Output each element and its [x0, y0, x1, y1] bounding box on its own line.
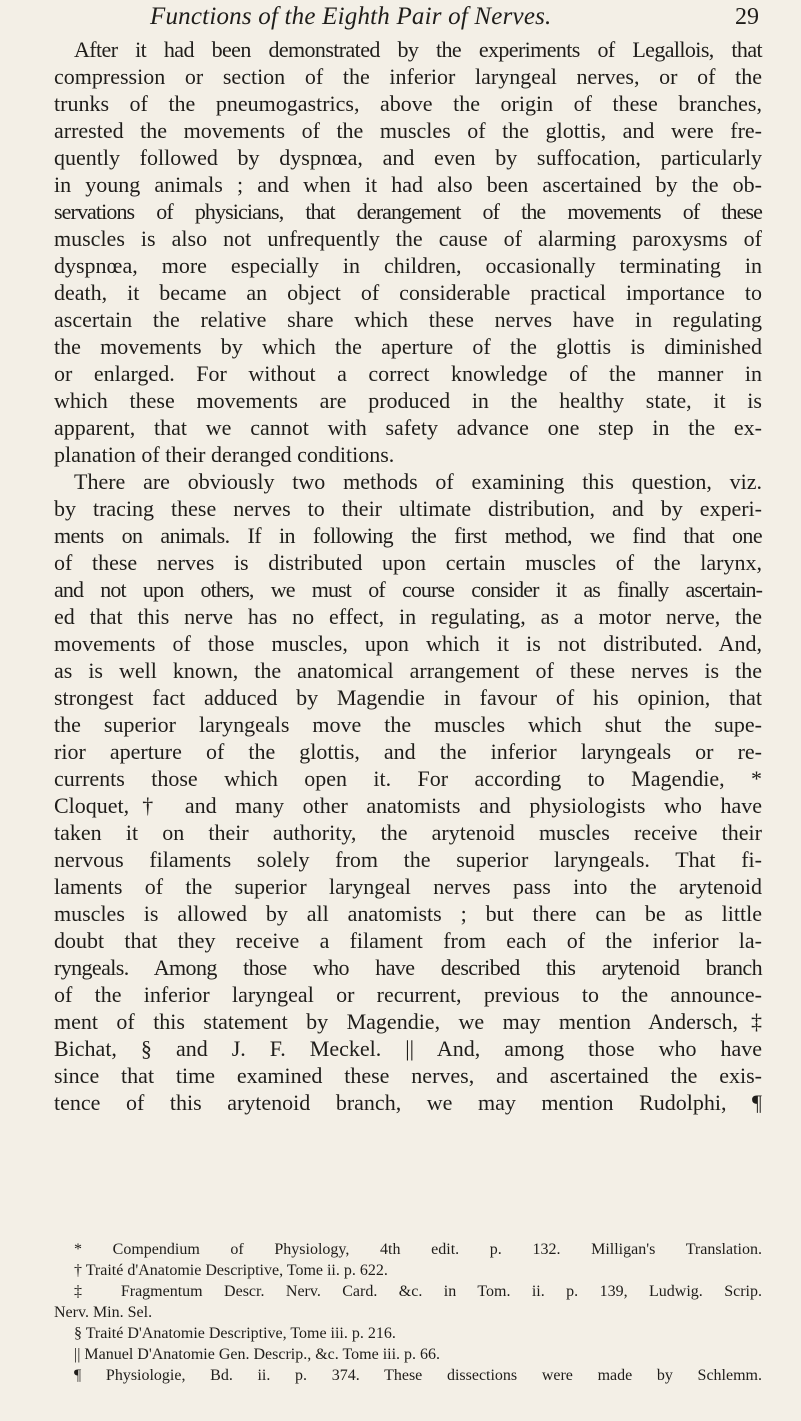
page-number: 29: [735, 4, 759, 30]
text-line: tence of this arytenoid branch, we may mention Rudolphi, ¶: [54, 1090, 762, 1115]
text-line: ments on animals. If in following the first method, we find that one: [54, 523, 762, 548]
text-line: of these nerves is distributed upon certain muscles of the larynx,: [54, 550, 762, 575]
text-line: which these movements are produced in the healthy state, it is: [54, 388, 762, 413]
text-line: rior aperture of the glottis, and the inferior laryngeals or re-: [54, 739, 762, 764]
text-line: currents those which open it. For according to Magendie, *: [54, 766, 762, 791]
text-line: the superior laryngeals move the muscles which shut the supe-: [54, 712, 762, 737]
text-line: ascertain the relative share which these nerves have in regulating: [54, 307, 762, 332]
text-line: compression or section of the inferior laryngeal nerves, or of the: [54, 64, 762, 89]
text-line: since that time examined these nerves, and ascertained the exis-: [54, 1063, 762, 1088]
running-title: Functions of the Eighth Pair of Nerves.: [150, 3, 552, 30]
text-line: by tracing these nerves to their ultimate distribution, and by experi-: [54, 496, 762, 521]
footnote: * Compendium of Physiology, 4th edit. p. 132. Milligan's Translation.: [74, 1241, 762, 1258]
footnote: § Traité D'Anatomie Descriptive, Tome iii. p. 216.: [74, 1325, 396, 1342]
text-line: Bichat, § and J. F. Meckel. || And, among those who have: [54, 1036, 762, 1061]
text-line: strongest fact adduced by Magendie in favour of his opinion, that: [54, 685, 762, 710]
text-line: After it had been demonstrated by the experiments of Legallois, that: [74, 37, 762, 62]
text-line: planation of their deranged conditions.: [54, 442, 395, 467]
text-line: the movements by which the aperture of the glottis is diminished: [54, 334, 762, 359]
footnote: Nerv. Min. Sel.: [54, 1304, 153, 1321]
text-line: dyspnœa, more especially in children, occasionally terminating in: [54, 253, 762, 278]
text-line: Cloquet,† and many other anatomists and physiologists who have: [54, 793, 762, 818]
text-line: ed that this nerve has no effect, in regulating, as a motor nerve, the: [54, 604, 762, 629]
text-line: quently followed by dyspnœa, and even by suffocation, particularly: [54, 145, 762, 170]
text-line: trunks of the pneumogastrics, above the origin of these branches,: [54, 91, 762, 116]
text-line: arrested the movements of the muscles of the glottis, and were fre-: [54, 118, 762, 143]
text-line: movements of those muscles, upon which it is not distributed. And,: [54, 631, 762, 656]
footnote: || Manuel D'Anatomie Gen. Descrip., &c. Tome iii. p. 66.: [74, 1346, 441, 1363]
text-line: nervous filaments solely from the superior laryngeals. That fi-: [54, 847, 762, 872]
text-line: doubt that they receive a filament from each of the inferior la-: [54, 928, 762, 953]
footnote: ‡ Fragmentum Descr. Nerv. Card. &c. in Tom. ii. p. 139, Ludwig. Scrip.: [74, 1283, 762, 1300]
text-line: ryngeals. Among those who have described this arytenoid branch: [54, 955, 762, 980]
text-line: or enlarged. For without a correct knowledge of the manner in: [54, 361, 762, 386]
text-line: apparent, that we cannot with safety advance one step in the ex-: [54, 415, 762, 440]
text-line: in young animals ; and when it had also been ascertained by the ob-: [54, 172, 762, 197]
text-line: laments of the superior laryngeal nerves pass into the arytenoid: [54, 874, 762, 899]
text-line: taken it on their authority, the arytenoid muscles receive their: [54, 820, 762, 845]
footnote: † Traité d'Anatomie Descriptive, Tome ii. p. 622.: [74, 1262, 388, 1279]
text-line: and not upon others, we must of course consider it as finally ascertain-: [54, 577, 762, 602]
text-line: There are obviously two methods of examining this question, viz.: [74, 469, 762, 494]
text-line: death, it became an object of considerable practical importance to: [54, 280, 762, 305]
text-line: as is well known, the anatomical arrangement of these nerves is the: [54, 658, 762, 683]
text-line: of the inferior laryngeal or recurrent, previous to the announce-: [54, 982, 762, 1007]
text-line: servations of physicians, that derangement of the movements of these: [54, 199, 762, 224]
footnote: ¶ Physiologie, Bd. ii. p. 374. These dissections were made by Schlemm.: [74, 1367, 762, 1384]
text-line: ment of this statement by Magendie, we may mention Andersch,‡: [54, 1009, 762, 1034]
text-line: muscles is also not unfrequently the cause of alarming paroxysms of: [54, 226, 762, 251]
text-line: muscles is allowed by all anatomists ; but there can be as little: [54, 901, 762, 926]
